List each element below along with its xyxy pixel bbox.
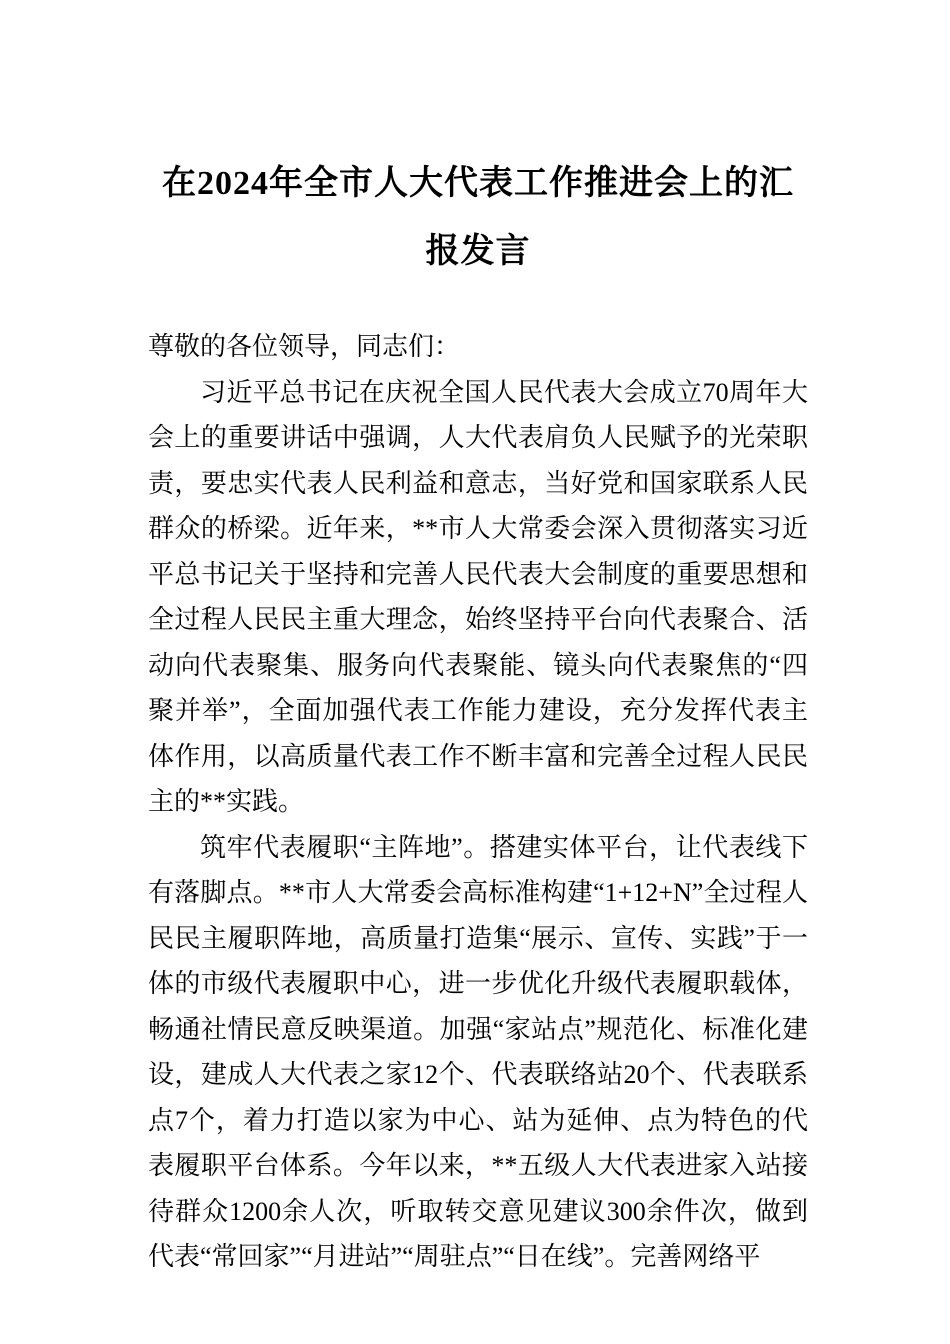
document-body [148, 324, 808, 1280]
document-title: 在2024年全市人大代表工作推进会上的汇报发言 [162, 165, 794, 270]
salutation-line: 尊敬的各位领导，同志们： [148, 332, 461, 361]
paragraph-1: 习近平总书记在庆祝全国人民代表大会成立70周年大会上的重要讲话中强调，人大代表肩负人民赋予的光荣职责，要忠实代表人民利益和意志，当好党和国家联系人民群众的桥梁。近年来，**市人大常委会深入贯彻落实习近平总书记关于坚持和完善人民代表大会制度的重要思想和全过程人民民主重大理念，始终坚持平台向代表聚合、活动向代表聚集、服务向代表聚能、镜头向代表聚焦的“四聚并举”，全面加强代表工作能力建设，充分发挥代表主体作用，以高质量代表工作不断丰富和完善全过程人民民主的**实践。 [148, 377, 808, 816]
paragraph-2: 筑牢代表履职“主阵地”。搭建实体平台，让代表线下有落脚点。**市人大常委会高标准构建“1+12+N”全过程人民民主履职阵地，高质量打造集“展示、宣传、实践”于一体的市级代表履职中心，进一步优化升级代表履职载体，畅通社情民意反映渠道。加强“家站点”规范化、标准化建设，建成人大代表之家12个、代表联络站20个、代表联系点7个，着力打造以家为中心、站为延伸、点为特色的代表履职平台体系。今年以来，**五级人大代表进家入站接待群众1200余人次，听取转交意见建议300余件次，做到代表“常回家”“月进站”“周驻点”“日在线”。完善网络平 [148, 832, 808, 1271]
